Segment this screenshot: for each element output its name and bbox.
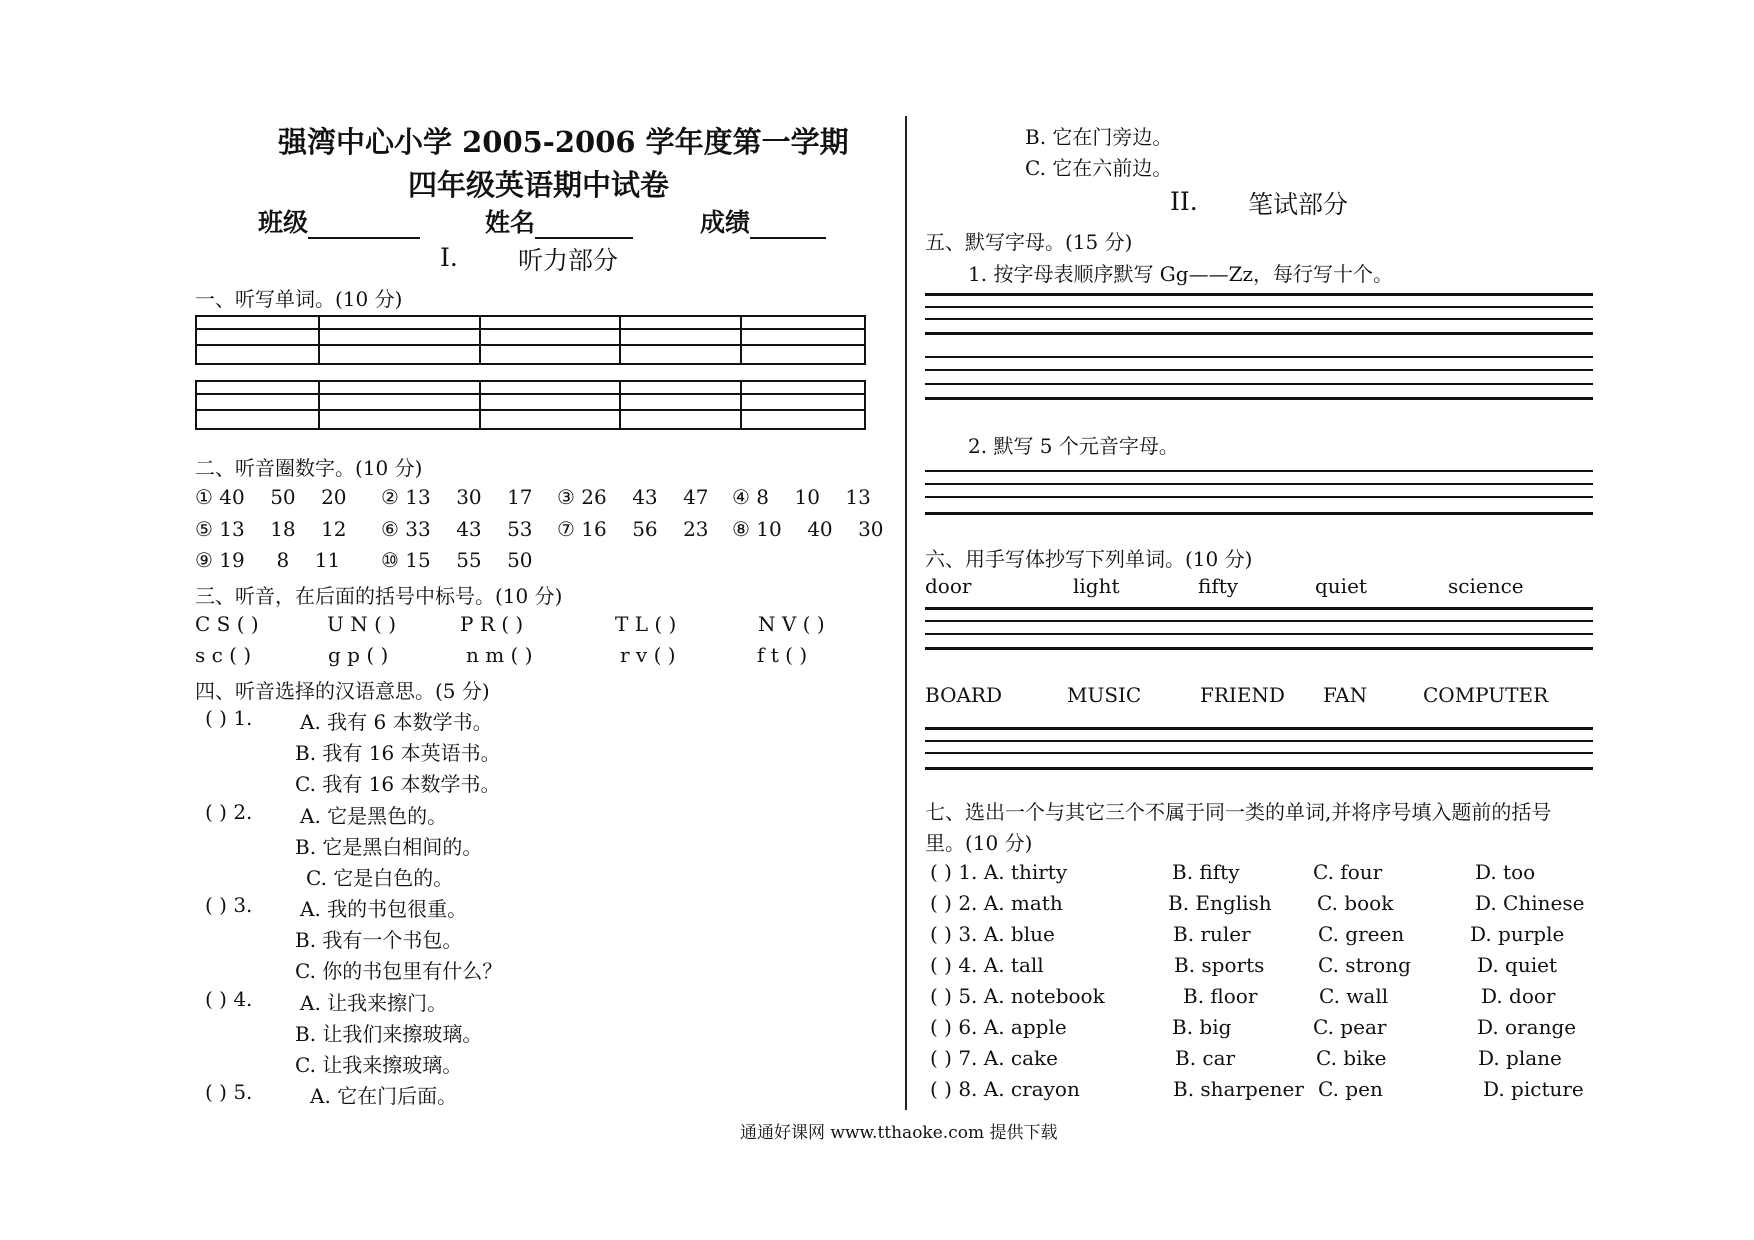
q2-item-4: ④ 8 10 13 (732, 485, 871, 509)
q2-item-5: ⑤ 13 18 12 (195, 517, 347, 541)
q3-item[interactable]: f t ( ) (757, 643, 808, 667)
q2-item-9: ⑨ 19 8 11 (195, 548, 341, 572)
part2-numeral: II. (1170, 187, 1198, 216)
score-blank[interactable] (750, 213, 826, 239)
q3-item[interactable]: N V ( ) (758, 612, 825, 636)
q7-list: ( ) 1. A. thirty B. fifty C. four D. too ( ) 2. A. math B. English C. book D. Chinese ( ) 3. A. blue B. ruler C. green D. purple ( ) 4. A. tall B. sports C. strong D. quiet ( ) 5. A. notebook B. floor C. wall D. door ( ) 6. A. apple B. big C. pear D. orange ( ) 7. A. cake B. car C. bike D. plane ( ) 8. A. crayon B. sharpener C. pen D. picture (930, 860, 1585, 1101)
q4-5-a: A. 它在门后面。 (310, 1084, 458, 1108)
copy-word: door (925, 574, 972, 598)
q4-5-b: B. 它在门旁边。 (1025, 125, 1173, 149)
q4-1-b: B. 我有 16 本英语书。 (295, 741, 501, 765)
dictation-grid-2[interactable] (195, 380, 866, 430)
q3-title: 三、听音，在后面的括号中标号。(10 分) (195, 584, 563, 608)
q4-4-c: C. 让我来擦玻璃。 (295, 1053, 463, 1077)
copy-word: BOARD (925, 683, 1003, 707)
q4-2-b: B. 它是黑白相间的。 (295, 835, 483, 859)
copy-word: science (1448, 574, 1524, 598)
q4-3-a: A. 我的书包很重。 (300, 897, 468, 921)
dictation-grid-1[interactable] (195, 315, 866, 365)
exam-title-line2: 四年级英语期中试卷 (408, 168, 670, 202)
q5-title: 五、默写字母。(15 分) (925, 230, 1133, 254)
q4-1-c: C. 我有 16 本数学书。 (295, 772, 501, 796)
q3-item[interactable]: U N ( ) (327, 612, 397, 636)
q4-2-c: C. 它是白色的。 (306, 866, 454, 890)
q5-sub1: 1. 按字母表顺序默写 Gg——Zz，每行写十个。 (968, 262, 1394, 286)
q2-title: 二、听音圈数字。(10 分) (195, 456, 423, 480)
q4-5-num[interactable]: ( ) 5. (205, 1080, 253, 1104)
q3-item[interactable]: n m ( ) (466, 643, 533, 667)
q2-item-7: ⑦ 16 56 23 (557, 517, 709, 541)
q4-1-a: A. 我有 6 本数学书。 (300, 710, 493, 734)
q4-2-a: A. 它是黑色的。 (300, 804, 448, 828)
q4-4-a: A. 让我来擦门。 (300, 991, 448, 1015)
q2-item-6: ⑥ 33 43 53 (381, 517, 533, 541)
copy-word: light (1073, 574, 1120, 598)
column-divider (905, 116, 907, 1110)
copy-word: MUSIC (1067, 683, 1142, 707)
class-blank[interactable] (308, 213, 420, 239)
q2-item-1: ① 40 50 20 (195, 485, 347, 509)
exam-title-line1: 强湾中心小学 2005-2006 学年度第一学期 (278, 125, 849, 159)
q3-item[interactable]: P R ( ) (460, 612, 524, 636)
q4-1-num[interactable]: ( ) 1. (205, 706, 253, 730)
class-label: 班级 (258, 208, 309, 237)
q4-3-num[interactable]: ( ) 3. (205, 893, 253, 917)
name-label: 姓名 (485, 208, 536, 237)
q3-item[interactable]: s c ( ) (195, 643, 252, 667)
q3-item[interactable]: r v ( ) (620, 643, 676, 667)
q7-title-line1: 七、选出一个与其它三个不属于同一类的单词,并将序号填入题前的括号 (925, 800, 1552, 824)
q4-5-c: C. 它在六前边。 (1025, 156, 1173, 180)
q4-title: 四、听音选择的汉语意思。(5 分) (195, 679, 490, 703)
part1-numeral: I. (440, 243, 458, 272)
name-blank[interactable] (535, 213, 633, 239)
part2-title: 笔试部分 (1248, 190, 1349, 219)
q3-item[interactable]: g p ( ) (328, 643, 389, 667)
q4-4-b: B. 让我们来擦玻璃。 (295, 1022, 483, 1046)
name-field (485, 203, 633, 239)
copy-word: fifty (1198, 574, 1239, 598)
q2-item-2: ② 13 30 17 (381, 485, 533, 509)
q2-item-8: ⑧ 10 40 30 (732, 517, 884, 541)
q4-3-c: C. 你的书包里有什么？ (295, 959, 503, 983)
q5-sub2: 2. 默写 5 个元音字母。 (968, 434, 1179, 458)
q4-2-num[interactable]: ( ) 2. (205, 800, 253, 824)
copy-word: FRIEND (1200, 683, 1285, 707)
q4-3-b: B. 我有一个书包。 (295, 928, 463, 952)
copy-word: COMPUTER (1423, 683, 1549, 707)
footer-download-note: 通通好课网 www.tthaoke.com 提供下载 (740, 1123, 1058, 1143)
q2-item-3: ③ 26 43 47 (557, 485, 709, 509)
class-field (258, 203, 420, 239)
q7-title-line2: 里。(10 分) (925, 831, 1033, 855)
copy-word: FAN (1323, 683, 1368, 707)
q1-title: 一、听写单词。(10 分) (195, 287, 403, 311)
q3-item[interactable]: C S ( ) (195, 612, 259, 636)
score-label: 成绩 (700, 208, 751, 237)
q4-4-num[interactable]: ( ) 4. (205, 987, 253, 1011)
part1-title: 听力部分 (518, 246, 619, 275)
q2-item-10: ⑩ 15 55 50 (381, 548, 533, 572)
score-field (700, 203, 826, 239)
q3-item[interactable]: T L ( ) (615, 612, 677, 636)
copy-word: quiet (1315, 574, 1367, 598)
q6-title: 六、用手写体抄写下列单词。(10 分) (925, 547, 1253, 571)
